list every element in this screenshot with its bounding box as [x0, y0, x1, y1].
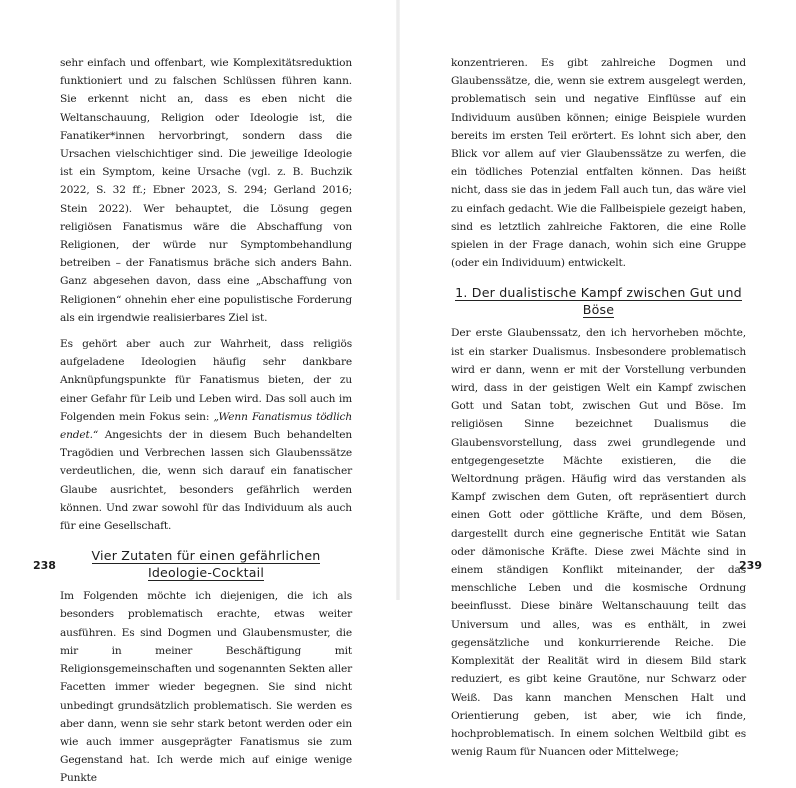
paragraph-text: Es gehört aber auch zur Wahrheit, dass religiös aufgeladene Ideologien häufig sehr dankbare Anknüpfungspunkte für Fanatismus bieten, der zu einer Gefahr für Leib und Leben wird. Das soll auch im Folgenden mein Fokus sein:: [60, 338, 352, 423]
right-page: [398, 0, 796, 759]
page-number: 239: [739, 559, 762, 572]
paragraph: sehr einfach und offenbart, wie Komplexitätsreduktion funktioniert und zu falschen Schlüssen führen kann. Sie erkennt nicht an, dass es eben nicht die Weltanschauung, Religion oder Ideologie ist, die Fanatiker*innen hervorbringt, sondern dass die Ursachen vielschichtiger sind. Die jeweilige Ideologie ist ein Symptom, keine Ursache (vgl. z. B. Buchzik 2022, S. 32 ff.; Ebner 2023, S. 294; Gerland 2016; Stein 2022). Wer behauptet, die Lösung gegen religiösen Fanatismus wäre die Abschaffung von Religionen, der würde nur Symptombehandlung betreiben – der Fanatismus bräche sich anders Bahn. Ganz abgesehen davon, dass eine „Abschaffung von Religionen“ ohnehin eher eine populistische Forderung als ein irgendwie realisierbares Ziel ist.: [60, 57, 352, 324]
left-page: [0, 0, 398, 785]
italic-quote: „Wenn Fanatismus tödlich endet.“: [60, 410, 353, 442]
section-heading: 1. Der dualistische Kampf zwischen Gut und Böse: [455, 285, 742, 318]
page-number: 238: [33, 559, 56, 572]
left-text-column: [60, 54, 352, 788]
paragraph: [60, 335, 352, 535]
paragraph: Im Folgenden möchte ich diejenigen, die ich als besonders problematisch erachte, etwas weiter ausführen. Es sind Dogmen und Glaubensmuster, die mir in meiner Beschäftigung mit Religionsgemeinschaften und sogenannten Sekten aller Facetten immer wieder begegnen. Sie sind nicht unbedingt grundsätzlich problematisch. Sie werden es aber dann, wenn sie sehr stark betont werden oder ein wie auch immer ausgeprägter Fanatismus sie zum Gegenstand hat. Ich werde mich auf einige wenige Punkte: [60, 590, 353, 785]
paragraph: Der erste Glaubenssatz, den ich hervorheben möchte, ist ein starker Dualismus. Insbesondere problematisch wird er dann, wenn er mit der Vorstellung verbunden wird, dass in der geistigen Welt ein Kampf zwischen Gott und Satan tobt, zwischen Gut und Böse. Im religiösen Sinne bezeichnet Dualismus die Glaubensvorstellung, dass zwei grundlegende und entgegengesetzte Mächte existieren, die die Weltordnung prägen. Häufig wird das verstanden als Kampf zwischen dem Guten, oft repräsentiert durch einen Gott oder göttliche Kräfte, und dem Bösen, dargestellt durch eine gegnerische Entität wie Satan oder dämonische Kräfte. Diese zwei Mächte sind in einem ständigen Konflikt miteinander, der das menschliche Leben und die kosmische Ordnung beeinflusst. Diese binäre Weltanschauung teilt das Universum und alles, was es enthält, in zwei gegensätzliche und konkurrierende Reiche. Die Komplexität der Realität wird in diesem Bild stark reduziert, es gibt keine Grautöne, nur Schwarz oder Weiß. Das kann manchen Menschen Halt und Orientierung geben, ist aber, wie ich finde, hochproblematisch. In einem solchen Weltbild gibt es wenig Raum für Nuancen oder Mittelwege;: [451, 327, 746, 759]
section-heading: Vier Zutaten für einen gefährlichen Ideologie-Cocktail: [91, 548, 321, 581]
paragraph-text: Angesichts der in diesem Buch behandelten Tragödien und Verbrechen lassen sich Glaubenssätze verdeutlichen, die, wenn sich darauf ein fanatischer Glaube ausrichtet, besonders gefährlich werden können. Und zwar sowohl für das Individuum als auch für eine Gesellschaft.: [60, 429, 353, 533]
right-text-column: [451, 54, 746, 761]
paragraph: konzentrieren. Es gibt zahlreiche Dogmen und Glaubenssätze, die, wenn sie extrem ausgelegt werden, problematisch sein und negative Einflüsse auf ein Individuum ausüben können; einige Beispiele wurden bereits im ersten Teil erörtert. Es lohnt sich aber, den Blick vor allem auf vier Glaubenssätze zu werfen, die ein tödliches Potenzial entfalten können. Das heißt nicht, dass sie das in jedem Fall auch tun, das wäre viel zu einfach gedacht. Wie die Fallbeispiele gezeigt haben, sind es letztlich zahlreiche Faktoren, die eine Rolle spielen in der Frage danach, wohin sich eine Gruppe (oder ein Individuum) entwickelt.: [451, 57, 746, 270]
